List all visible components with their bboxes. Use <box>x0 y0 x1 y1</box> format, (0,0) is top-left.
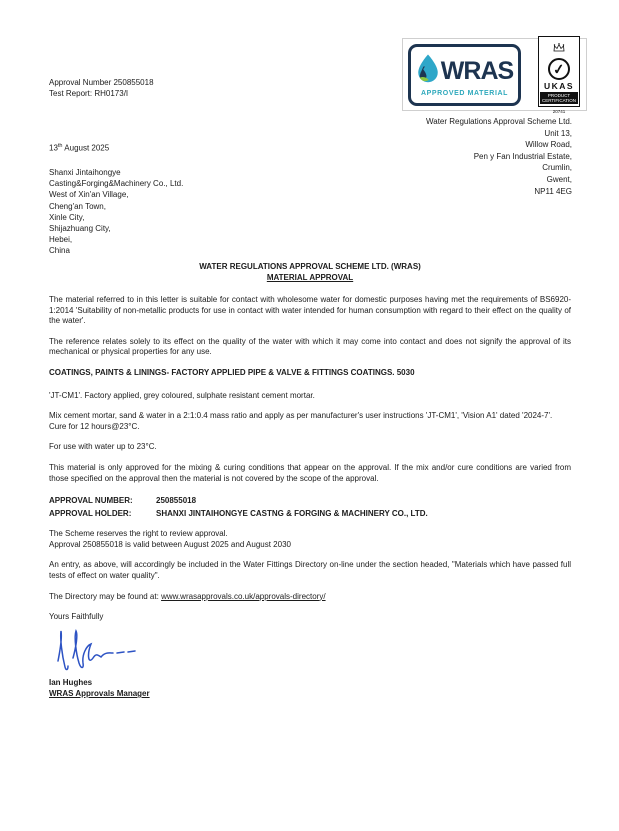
letter-title: WATER REGULATIONS APPROVAL SCHEME LTD. (WRAS) <box>199 262 421 271</box>
sender-address-line: Pen y Fan Industrial Estate, <box>473 151 572 161</box>
recipient-address-line: Hebei, <box>49 235 73 245</box>
approval-number-label: APPROVAL NUMBER: <box>49 496 133 506</box>
paragraph-water-temperature: For use with water up to 23°C. <box>49 442 157 452</box>
checkmark-icon: ✓ <box>548 58 570 80</box>
wras-logo-text: WRAS <box>440 56 514 85</box>
sender-address-line: Unit 13, <box>544 128 572 138</box>
paragraph-product-description: 'JT-CM1'. Factory applied, grey coloured, sulphate resistant cement mortar. <box>49 390 315 400</box>
paragraph-reference-scope: The reference relates solely to its effect on the quality of the water with which it may come into contact and does not signify the approval of its mechanical or physical properties for any use. <box>49 336 571 357</box>
paragraph-mix-instructions: Mix cement mortar, sand & water in a 2:1:0.4 mass ratio and apply as per manufacturer's user instructions 'JT-CM1', 'Vision A1' dated '2024-7'. Cure for 12 hours@23°C. <box>49 411 553 431</box>
ukas-mark <box>537 36 581 114</box>
recipient-address-line: Cheng'an Town, <box>49 201 106 211</box>
paragraph-material-suitability: The material referred to in this letter is suitable for contact with wholesome water for domestic purposes having met the requirements of BS6920-1:2014 'Suitability of non-metallic products for use in contact with water intended for human consumption with regard to their effect on the quality of the water'. <box>49 295 571 326</box>
paragraph-directory-entry: An entry, as above, will accordingly be included in the Water Fittings Directory on-line under the section headed, "Materials which have passed full tests of effect on water quality". <box>49 560 571 580</box>
letter-date: 13th August 2025 <box>49 143 110 153</box>
sender-address-line: Willow Road, <box>525 140 572 150</box>
reference-block <box>49 77 154 99</box>
approval-number-value: 250855018 <box>156 496 197 506</box>
signature-image <box>51 625 571 677</box>
ukas-product-certification-label: PRODUCT CERTIFICATION <box>541 92 577 103</box>
approval-holder-row <box>49 507 571 520</box>
approval-holder-label: APPROVAL HOLDER: <box>49 509 132 519</box>
sender-address-line: NP11 4EG <box>534 186 572 196</box>
recipient-address-line: Shijazhuang City, <box>49 224 111 234</box>
water-drop-icon <box>416 52 440 89</box>
recipient-address-line: West of Xin'an Village, <box>49 190 129 200</box>
recipient-address-line: Xinle City, <box>49 212 85 222</box>
letter-subtitle: MATERIAL APPROVAL <box>266 273 354 282</box>
signatory-title: WRAS Approvals Manager <box>49 689 150 699</box>
recipient-address-line: Shanxi Jintaihongye <box>49 168 121 177</box>
logo-box <box>402 38 587 114</box>
closing-salutation: Yours Faithfully <box>49 612 104 622</box>
ukas-number: 20741 <box>552 108 566 114</box>
wras-logo <box>408 44 521 106</box>
section-heading-coatings: COATINGS, PAINTS & LININGS- FACTORY APPLIED PIPE & VALVE & FITTINGS COATINGS. 5030 <box>49 367 415 377</box>
approval-number-row <box>49 494 571 507</box>
approval-number-line: Approval Number 250855018 <box>49 78 154 87</box>
recipient-address <box>49 167 183 257</box>
approval-holder-value: SHANXI JINTAIHONGYE CASTNG & FORGING & MACHINERY CO., LTD. <box>156 509 428 519</box>
validity-line: Approval 250855018 is valid between August 2025 and August 2030 <box>49 539 291 549</box>
directory-link[interactable]: www.wrasapprovals.co.uk/approvals-directory/ <box>161 591 326 601</box>
paragraph-approval-conditions: This material is only approved for the mixing & curing conditions that appear on the approval. If the mix and/or cure conditions are varied from those specified on the approval then the material is not covered by the scope of the approval. <box>49 462 571 483</box>
paragraph-directory-link <box>49 592 571 603</box>
test-report-line: Test Report: RH0173/I <box>49 89 129 98</box>
sender-address-line: Water Regulations Approval Scheme Ltd. <box>425 117 572 126</box>
paragraph-validity <box>49 529 571 550</box>
signatory-name: Ian Hughes <box>49 678 93 688</box>
recipient-address-line: China <box>49 246 70 256</box>
crown-icon <box>552 39 566 57</box>
sender-address-line: Gwent, <box>546 174 572 184</box>
recipient-address-line: Casting&Forging&Machinery Co., Ltd. <box>49 179 184 189</box>
ukas-name: UKAS <box>543 80 575 91</box>
wras-tagline: APPROVED MATERIAL <box>420 90 509 97</box>
letter-body <box>49 261 571 699</box>
approval-details <box>49 494 571 520</box>
sender-address-line: Crumlin, <box>542 163 572 173</box>
sender-address <box>426 116 572 197</box>
review-right-line: The Scheme reserves the right to review approval. <box>49 529 228 539</box>
directory-link-prefix: The Directory may be found at: <box>49 591 162 601</box>
